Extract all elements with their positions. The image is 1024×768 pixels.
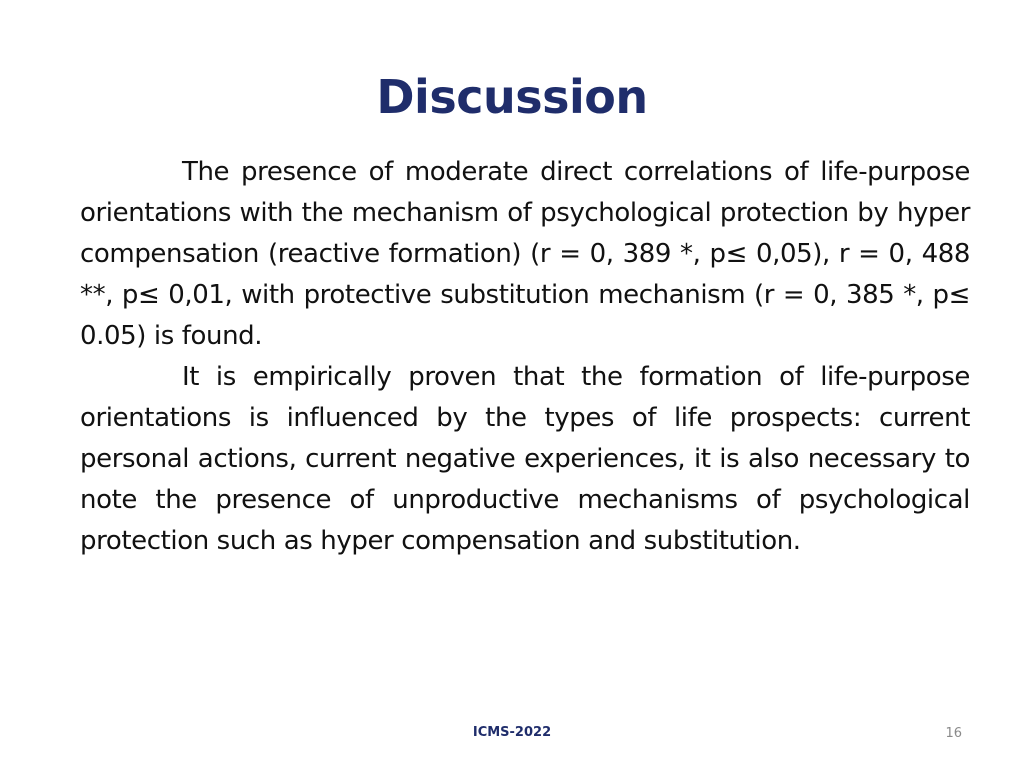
slide-body bbox=[80, 152, 970, 562]
page-number: 16 bbox=[945, 726, 962, 741]
paragraph-2: It is empirically proven that the formation of life-purpose orientations is influenced by the types of life prospects: current personal actions, current negative experiences, it is also necessary to note the presence of unproductive mechanisms of psychological protection such as hyper compensation and substitution. bbox=[80, 362, 970, 556]
slide-title: Discussion bbox=[376, 70, 648, 124]
paragraph-1: The presence of moderate direct correlations of life-purpose orientations with the mechanism of psychological protection by hyper compensation (reactive formation) (r = 0, 389 *, p≤ 0,05), r = 0, 488 **, p≤ 0,01, with protective substitution mechanism (r = 0, 385 *, p≤ 0.05) is found. bbox=[80, 157, 970, 351]
footer-label: ICMS-2022 bbox=[472, 725, 552, 740]
